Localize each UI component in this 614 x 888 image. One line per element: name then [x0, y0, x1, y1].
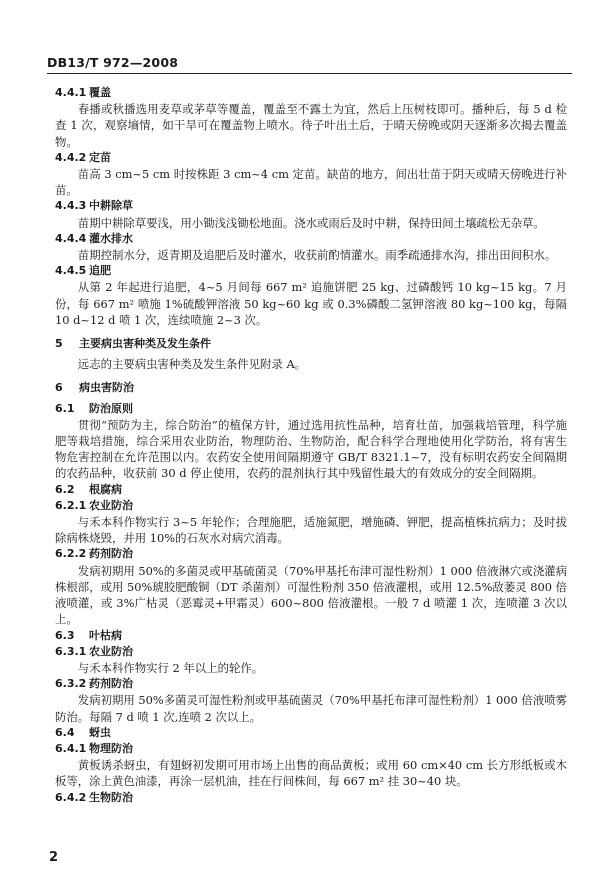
section-number: 6.3.1 — [55, 644, 87, 658]
section-title: 生物防治 — [89, 790, 133, 804]
section-heading — [55, 498, 567, 514]
section-number: 6.2.2 — [55, 547, 87, 561]
paragraph: 黄板诱杀蚜虫，有翅蚜初发期可用市场上出售的商品黄板；或用 60 cm×40 cm 长方形纸板或木板等，涂上黄色油漆，再涂一层机油，挂在行间株间，每 667 m² 挂 30~40 块。 — [55, 758, 567, 789]
section-title: 叶枯病 — [89, 628, 122, 642]
paragraph: 与禾本科作物实行 3~5 年轮作；合理施肥，适施氮肥，增施磷、钾肥，提高植株抗病力；及时拔除病株烧毁，并用 10%的石灰水对病穴消毒。 — [55, 515, 567, 546]
section-number: 6.1 — [55, 401, 75, 415]
paragraph: 远志的主要病虫害种类及发生条件见附录 A。 — [77, 357, 307, 372]
section-title: 覆盖 — [89, 86, 111, 99]
section-title: 追肥 — [89, 264, 111, 278]
section-heading — [55, 263, 567, 279]
section-number: 4.4.2 — [55, 150, 87, 164]
document-body — [55, 85, 567, 806]
paragraph: 贯彻“预防为主，综合防治”的植保方针，通过选用抗性品种，培育壮苗，加强栽培管理，科学施肥等栽培措施，综合采用农业防治，物理防治、生物防治，配合科学合理地使用化学防治，将有害生物危害控制在允许范围以内。农药安全使用间隔期遵守 GB/T 8321.1~7，没有标明农药安全间隔期的农药品种，收获前 30 d 停止使用，农药的混剂执行其中残留性最大的有效成分的安全间隔期。 — [55, 417, 567, 481]
header-rule — [47, 73, 572, 74]
section-heading — [55, 676, 567, 692]
section-heading — [55, 198, 567, 214]
section-heading — [55, 644, 567, 660]
section-heading — [55, 790, 567, 806]
section-title: 灌水排水 — [89, 231, 133, 245]
section-heading — [55, 741, 567, 757]
section-heading — [55, 336, 567, 352]
section-title: 农业防治 — [89, 498, 133, 512]
section-number: 6 — [55, 381, 63, 395]
section-number: 4.4.4 — [55, 231, 87, 245]
section-number: 4.4.1 — [55, 86, 87, 99]
section-title: 药剂防治 — [89, 677, 133, 691]
section-title: 根腐病 — [89, 482, 122, 496]
section-number: 4.4.3 — [55, 199, 87, 213]
section-title: 病虫害防治 — [79, 381, 134, 395]
section-number: 6.3.2 — [55, 677, 87, 691]
section-number: 5 — [55, 337, 63, 351]
section-title: 物理防治 — [89, 741, 133, 755]
section-heading — [55, 401, 567, 417]
section-heading — [55, 85, 567, 101]
section-heading — [55, 725, 567, 741]
section-title: 农业防治 — [89, 644, 133, 658]
section-heading — [55, 482, 567, 498]
section-number: 6.3 — [55, 628, 75, 642]
section-title: 蚜虫 — [89, 725, 111, 739]
section-title: 中耕除草 — [89, 199, 133, 213]
section-number: 6.4.2 — [55, 790, 87, 804]
section-title: 定苗 — [89, 150, 111, 164]
document-code: DB13/T 972—2008 — [47, 55, 179, 70]
paragraph: 苗期中耕除草要浅，用小锄浅浅锄松地面。浇水或雨后及时中耕，保持田间土壤疏松无杂草。 — [77, 215, 545, 230]
section-number: 6.4.1 — [55, 741, 87, 755]
section-heading — [55, 150, 567, 166]
section-heading — [55, 380, 567, 396]
section-heading — [55, 231, 567, 247]
paragraph: 苗期控制水分，返青期及追肥后及时灌水，收获前酌情灌水。雨季疏通排水沟，排出田间积水。 — [77, 248, 557, 263]
page-number: 2 — [49, 850, 59, 865]
paragraph: 苗高 3 cm~5 cm 时按株距 3 cm~4 cm 定苗。缺苗的地方，间出壮苗于阴天或晴天傍晚进行补苗。 — [55, 167, 567, 198]
section-heading — [55, 546, 567, 562]
section-heading — [55, 628, 567, 644]
section-number: 6.4 — [55, 725, 75, 739]
paragraph: 发病初期用 50%的多菌灵或甲基硫菌灵（70%甲基托布津可湿性粉剂）1 000 倍液淋穴或浇灌病株根部，或用 50%琥胶肥酸铜（DT 杀菌剂）可湿性粉剂 350 倍液灌根，或用 12.5%敌萎灵 800 倍液喷灌，或 3%广枯灵（恶霉灵+甲霜灵）600~800 倍液灌根。一般 7 d 喷灌 1 次，连喷灌 3 次以上。 — [55, 563, 567, 627]
paragraph: 发病初期用 50%多菌灵可湿性粉剂或甲基硫菌灵（70%甲基托布津可湿性粉剂）1 000 倍液喷雾防治。每隔 7 d 喷 1 次,连喷 2 次以上。 — [55, 693, 567, 724]
paragraph: 春播或秋播选用麦草或茅草等覆盖，覆盖至不露土为宜，然后上压树枝即可。播种后，每 5 d 检查 1 次，观察墒情，如干旱可在覆盖物上喷水。待子叶出土后，于晴天傍晚或阴天逐渐多次揭去覆盖物。 — [55, 102, 567, 149]
paragraph: 与禾本科作物实行 2 年以上的轮作。 — [77, 660, 264, 675]
section-title: 主要病虫害种类及发生条件 — [79, 337, 211, 351]
section-number: 6.2.1 — [55, 498, 87, 512]
section-number: 6.2 — [55, 482, 75, 496]
section-title: 药剂防治 — [89, 547, 133, 561]
section-title: 防治原则 — [89, 401, 133, 415]
paragraph: 从第 2 年起进行追肥，4~5 月间每 667 m² 追施饼肥 25 kg、过磷酸钙 10 kg~15 kg。7 月份，每 667 m² 喷施 1%硫酸钾溶液 50 kg~60 kg 或 0.3%磷酸二氢钾溶液 80 kg~100 kg，每隔 10 d~12 d 喷 1 次，连续喷施 2~3 次。 — [55, 280, 567, 327]
section-number: 4.4.5 — [55, 264, 87, 278]
